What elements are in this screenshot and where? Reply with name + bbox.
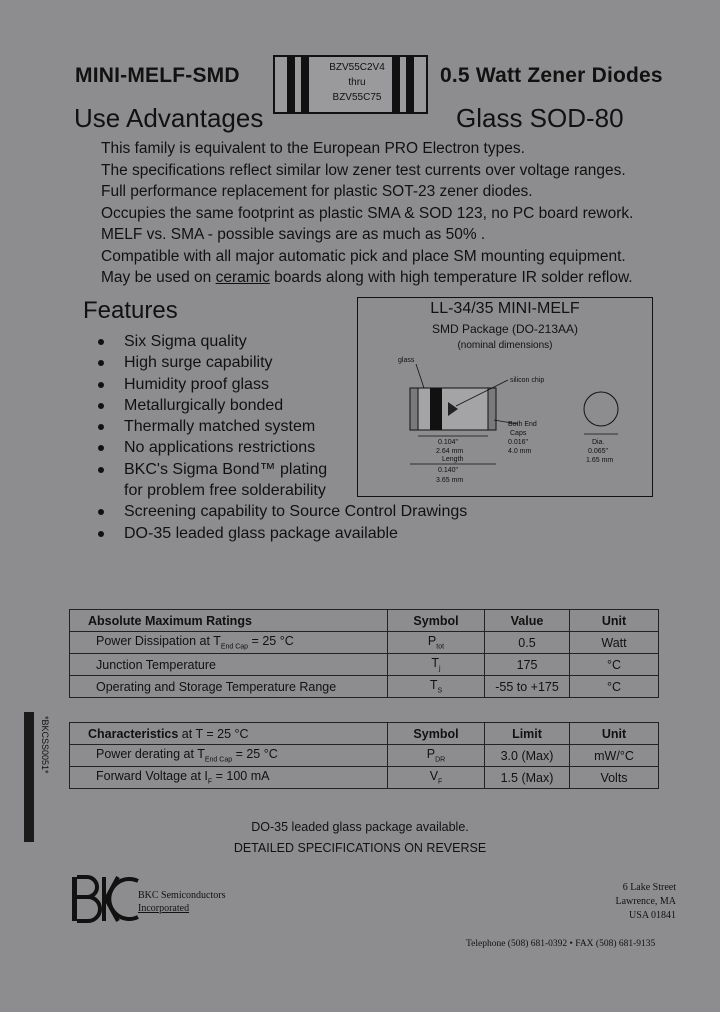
param-text: Operating and Storage Temperature Range [96, 679, 337, 694]
body-length-mm: 2.64 mm [436, 448, 464, 455]
symbol: V [429, 769, 439, 784]
bullet-icon [98, 382, 104, 388]
header-suffix: at T = 25 °C [178, 726, 249, 741]
bullet-icon [98, 360, 104, 366]
value-cell: 1.5 (Max) [485, 767, 570, 789]
product-title: 0.5 Watt Zener Diodes [440, 64, 663, 87]
symbol-subscript: S [437, 687, 443, 695]
dia-label: Dia. [592, 439, 605, 446]
ceramic-emphasis: ceramic [215, 269, 270, 286]
bullet-icon [98, 403, 104, 409]
symbol: P [426, 747, 436, 762]
advantage-line: Compatible with all major automatic pick and place SM mounting equipment. [101, 247, 626, 265]
feature-item [96, 523, 467, 544]
end-view-circle [584, 392, 618, 426]
table-row [70, 654, 659, 676]
value-cell: 3.0 (Max) [485, 745, 570, 767]
feature-text: High surge capability [124, 354, 273, 372]
value-cell: 0.5 [485, 632, 570, 654]
table-header: Absolute Maximum Ratings [70, 610, 388, 632]
param-subscript: End Cap [204, 756, 233, 764]
bullet-icon [98, 339, 104, 345]
glass-label: glass [398, 357, 415, 364]
table-header: Unit [570, 723, 659, 745]
advantage-line [101, 267, 633, 289]
feature-text: Six Sigma quality [124, 333, 247, 350]
advantage-text: boards along with high temperature IR solder reflow. [269, 269, 633, 286]
param-subscript: F [207, 778, 213, 786]
param-text: = 25 °C [248, 634, 294, 649]
features-heading: Features [83, 297, 178, 324]
length-mm: 3.65 mm [436, 477, 464, 484]
table-row [70, 632, 659, 654]
length-in: 0.140" [438, 467, 459, 474]
feature-text: No applications restrictions [124, 439, 316, 457]
symbol-subscript: F [438, 778, 443, 786]
company-incorporated: Incorporated [138, 903, 190, 914]
margin-code: *BKCSS0051* [40, 716, 50, 774]
table-header-row [70, 723, 659, 745]
end-caps-label: Both End [508, 421, 537, 428]
symbol-subscript: DR [435, 756, 446, 764]
advantage-line: Occupies the same footprint as plastic SMA & SOD 123, no PC board rework. [101, 204, 634, 222]
bullet-icon [98, 424, 104, 430]
end-caps-label-2: Caps [510, 430, 527, 437]
part-range-box [273, 55, 428, 114]
param-text: Forward Voltage at I [96, 769, 208, 784]
feature-item [96, 501, 467, 522]
table-row [70, 767, 659, 789]
table-header: Characteristics [88, 726, 179, 741]
symbol: T [429, 678, 438, 693]
advantage-line: This family is equivalent to the European PRO Electron types. [101, 140, 525, 157]
feature-continuation: for problem free solderability [124, 482, 326, 500]
package-note: (nominal dimensions) [457, 340, 553, 351]
feature-text: Thermally matched system [124, 418, 316, 436]
package-heading: Glass SOD-80 [456, 103, 624, 133]
symbol: T [431, 656, 440, 671]
table-header: Unit [570, 610, 659, 632]
dia-mm: 1.65 mm [586, 457, 614, 464]
table-row [70, 676, 659, 698]
package-diagram [357, 297, 653, 497]
table-header: Value [485, 610, 570, 632]
silicon-chip-label: silicon chip [510, 377, 545, 384]
table-header: Symbol [388, 723, 485, 745]
advantage-text: May be used on [101, 269, 216, 286]
advantage-line: The specifications reflect similar low zener test currents over voltage ranges. [101, 161, 626, 179]
table-header: Limit [485, 723, 570, 745]
bullet-icon [98, 531, 104, 537]
value-cell: -55 to +175 [485, 676, 570, 698]
param-text: = 100 mA [212, 769, 270, 784]
end-cap-left [410, 388, 418, 430]
package-subtitle: SMD Package (DO-213AA) [431, 322, 579, 336]
advantage-line: MELF vs. SMA - possible savings are as much as 50% . [101, 226, 486, 243]
bullet-icon [98, 509, 104, 515]
symbol: P [427, 634, 437, 649]
length-label: Length [442, 456, 464, 463]
margin-barcode-icon [22, 712, 50, 842]
package-title: LL-34/35 MINI-MELF [430, 300, 580, 317]
param-text: Power derating at T [96, 747, 205, 762]
unit-cell: Watt [570, 632, 659, 654]
end-cap-right [488, 388, 496, 430]
unit-cell: °C [570, 654, 659, 676]
address-line: Lawrence, MA [615, 896, 676, 907]
product-family-title: MINI-MELF-SMD [75, 64, 240, 87]
feature-text: BKC's Sigma Bond™ plating [124, 460, 328, 478]
reverse-note: DETAILED SPECIFICATIONS ON REVERSE [233, 841, 487, 855]
characteristics-table [69, 722, 659, 789]
feature-text: Screening capability to Source Control Drawings [124, 503, 468, 521]
dia-in: 0.065" [588, 448, 609, 455]
cathode-band [430, 388, 442, 430]
table-header: Symbol [388, 610, 485, 632]
feature-text: Humidity proof glass [124, 375, 269, 393]
cap-in: 0.016" [508, 439, 529, 446]
advantages-list [101, 138, 633, 289]
absolute-max-ratings-table [69, 609, 659, 698]
address-line: 6 Lake Street [622, 882, 676, 893]
contact-line: Telephone (508) 681-0392 • FAX (508) 681-9135 [466, 939, 656, 949]
bullet-icon [98, 467, 104, 473]
table-row [70, 745, 659, 767]
feature-text: DO-35 leaded glass package available [124, 524, 398, 542]
unit-cell: mW/°C [570, 745, 659, 767]
param-subscript: End Cap [220, 643, 249, 651]
unit-cell: °C [570, 676, 659, 698]
param-text: = 25 °C [232, 747, 278, 762]
part-range-end: BZV55C75 [332, 92, 382, 103]
symbol-subscript: j [439, 665, 441, 673]
do35-note: DO-35 leaded glass package available. [251, 820, 469, 834]
bkc-logo-icon [70, 873, 140, 923]
feature-text: Metallurgically bonded [124, 396, 284, 414]
bullet-icon [98, 445, 104, 451]
table-header-row [70, 610, 659, 632]
address-line: USA 01841 [629, 910, 676, 921]
value-cell: 175 [485, 654, 570, 676]
param-text: Junction Temperature [96, 657, 216, 672]
use-advantages-heading: Use Advantages [74, 103, 264, 133]
mini-melf-drawing [358, 298, 652, 496]
unit-cell: Volts [570, 767, 659, 789]
company-name: BKC Semiconductors [138, 890, 226, 901]
cap-mm: 4.0 mm [508, 448, 532, 455]
part-range-thru: thru [348, 77, 366, 88]
body-length-in: 0.104" [438, 439, 459, 446]
advantage-line: Full performance replacement for plastic SOT-23 zener diodes. [101, 183, 533, 200]
symbol-subscript: tot [436, 643, 445, 651]
part-range-start: BZV55C2V4 [329, 62, 385, 73]
param-text: Power Dissipation at T [96, 634, 221, 649]
